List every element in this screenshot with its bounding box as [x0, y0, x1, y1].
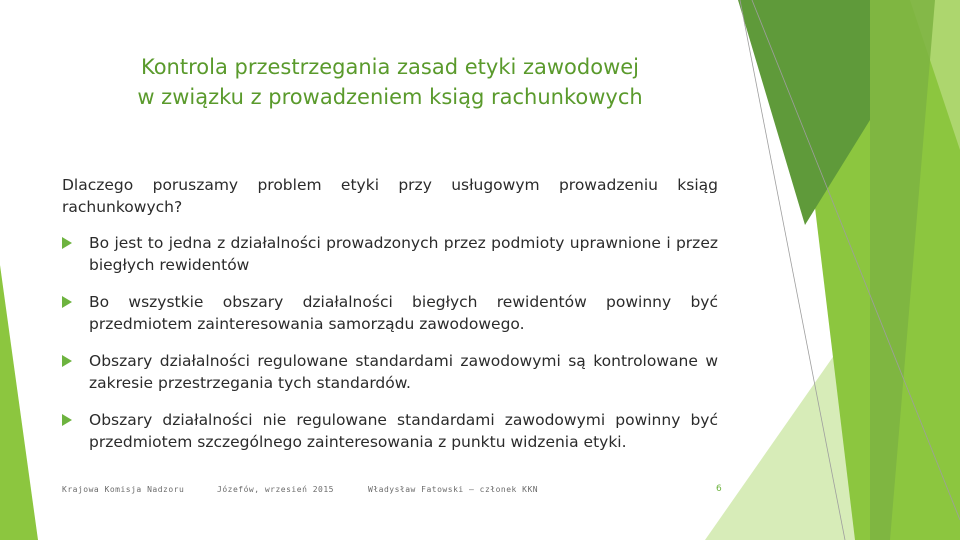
list-item — [62, 409, 718, 453]
intro-question — [62, 174, 718, 218]
bullet-text: Bo jest to jedna z działalności prowadzonych przez podmioty uprawnione i przez biegłych rewidentów — [89, 234, 718, 274]
slide-body — [62, 174, 718, 468]
intro-line-2: rachunkowych? — [62, 198, 183, 216]
title-line-2: w związku z prowadzeniem ksiąg rachunkowych — [137, 85, 643, 109]
triangle-bullet-icon — [62, 414, 72, 426]
triangle-bullet-icon — [62, 296, 72, 308]
triangle-bullet-icon — [62, 355, 72, 367]
triangle-bullet-icon — [62, 237, 72, 249]
footer-place-date: Józefów, wrzesień 2015 — [217, 485, 334, 494]
list-item — [62, 232, 718, 276]
bullet-text: Obszary działalności regulowane standardami zawodowymi są kontrolowane w zakresie przestrzegania tych standardów. — [89, 352, 718, 392]
list-item — [62, 350, 718, 394]
footer-organization: Krajowa Komisja Nadzoru — [62, 485, 185, 494]
bullet-text: Bo wszystkie obszary działalności biegłych rewidentów powinny być przedmiotem zainteresowania samorządu zawodowego. — [89, 293, 718, 333]
slide-title — [60, 52, 720, 112]
bullet-list — [62, 232, 718, 453]
footer-author: Władysław Fatowski – członek KKN — [368, 485, 539, 494]
intro-line-1: Dlaczego poruszamy problem etyki przy usługowym prowadzeniu ksiąg — [62, 176, 718, 194]
page-number: 6 — [716, 484, 722, 494]
title-line-1: Kontrola przestrzegania zasad etyki zawodowej — [140, 55, 640, 79]
list-item — [62, 291, 718, 335]
left-accent-shape — [0, 265, 38, 540]
bullet-text: Obszary działalności nie regulowane standardami zawodowymi powinny być przedmiotem szczególnego zainteresowania z punktu widzenia etyki. — [89, 411, 718, 451]
